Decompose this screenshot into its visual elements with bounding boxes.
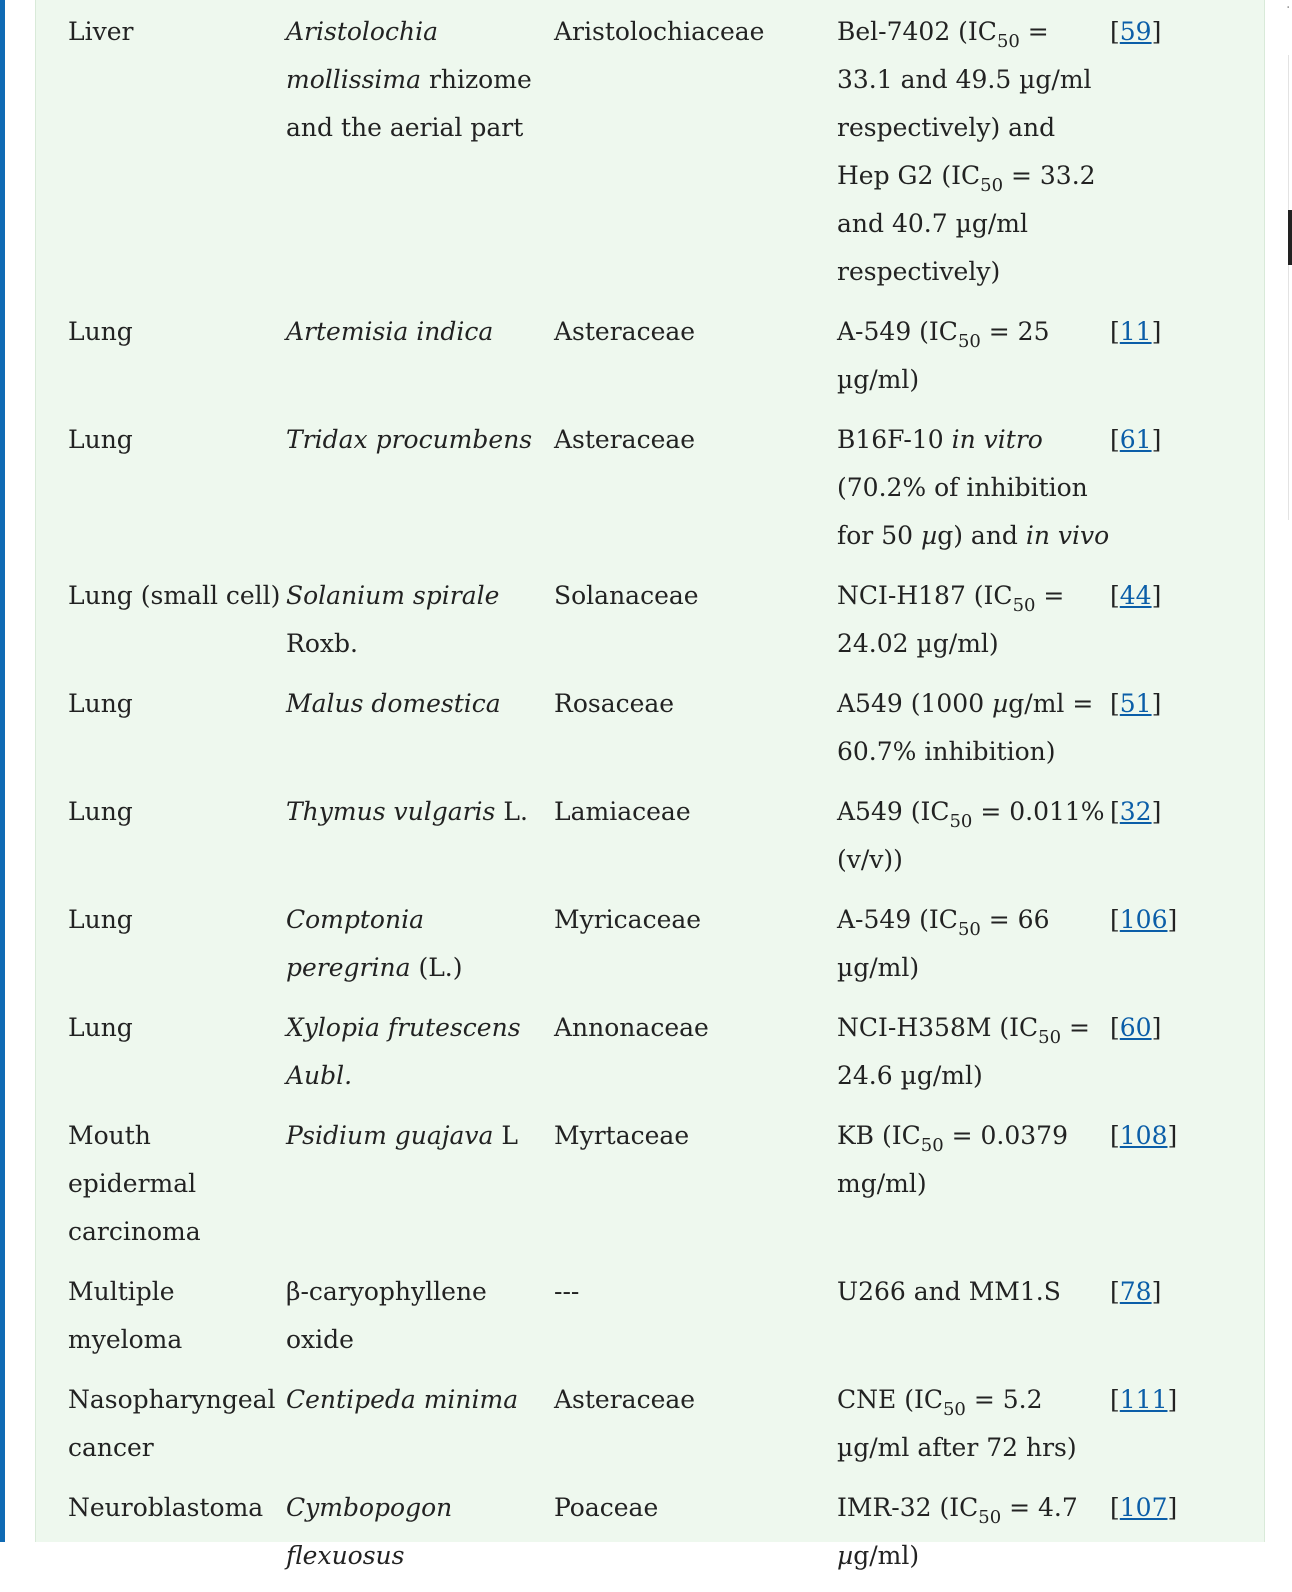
table-row [68, 680, 1190, 788]
plant-source-cell [286, 416, 554, 572]
activity-cell [837, 896, 1110, 1004]
cancer-site-cell: Lung [68, 1013, 133, 1042]
cancer-plant-table [68, 8, 1190, 1592]
scrollbar-track[interactable] [1288, 55, 1292, 520]
table-row [68, 1004, 1190, 1112]
table-row [68, 1112, 1190, 1268]
plant-source-cell [286, 308, 554, 416]
activity-cell [837, 1112, 1110, 1268]
activity-text: Bel-7402 (IC [837, 17, 997, 46]
cancer-site-cell: Neuroblastoma [68, 1493, 264, 1522]
family-cell: Asteraceae [554, 317, 696, 346]
activity-text: = 33.1 and 49.5 µg/ml respectively) and Hep G2 (IC [837, 17, 1092, 190]
plant-species-name: Artemisia indica [286, 317, 494, 346]
cancer-site-cell: Nasopharyngeal cancer [68, 1385, 276, 1462]
activity-text: = 33.2 and 40.7 µg/ml respectively) [837, 161, 1096, 286]
reference-link[interactable]: 51 [1119, 689, 1152, 718]
plant-species-name: Cymbopogon flexuosus [286, 1493, 453, 1570]
plant-species-name: Tridax procumbens [286, 425, 533, 454]
cancer-site-cell: Lung [68, 797, 133, 826]
reference-cell: [107] [1110, 1493, 1178, 1522]
reference-link[interactable]: 78 [1119, 1277, 1152, 1306]
family-cell: Asteraceae [554, 1385, 696, 1414]
activity-text: in vivo [1025, 521, 1110, 550]
activity-text: A549 (1000 [837, 689, 993, 718]
cancer-site-cell: Lung (small cell) [68, 581, 281, 610]
family-cell: Rosaceae [554, 689, 675, 718]
subscript-text: 50 [942, 1399, 966, 1420]
scroll-indicator-icon: · [1286, 0, 1291, 16]
table-row [68, 8, 1190, 308]
plant-part-text: L. [495, 797, 528, 826]
family-cell: Solanaceae [554, 581, 699, 610]
reference-link[interactable]: 11 [1119, 317, 1152, 346]
reference-link[interactable]: 108 [1119, 1121, 1168, 1150]
left-accent-bar [0, 0, 5, 1542]
family-cell: Myrtaceae [554, 1121, 690, 1150]
activity-cell [837, 788, 1110, 896]
reference-cell: [60] [1110, 1013, 1162, 1042]
activity-text: = 66 µg/ml) [837, 905, 1050, 982]
activity-cell [837, 1484, 1110, 1592]
reference-cell: [44] [1110, 581, 1162, 610]
activity-text: NCI-H358M (IC [837, 1013, 1039, 1042]
plant-species-name: Thymus vulgaris [286, 797, 496, 826]
plant-part-text: rhizome and the aerial part [286, 65, 532, 142]
scrollbar-thumb[interactable] [1288, 210, 1292, 265]
cancer-site-cell: Lung [68, 425, 133, 454]
reference-link[interactable]: 59 [1119, 17, 1152, 46]
activity-text: (70.2% of inhibition for 50 [837, 473, 1088, 550]
plant-source-cell [286, 1376, 554, 1484]
subscript-text: 50 [949, 811, 973, 832]
plant-species-name: Aristolochia mollissima [286, 17, 438, 94]
activity-text: = 24.02 µg/ml) [837, 581, 1065, 658]
reference-link[interactable]: 61 [1119, 425, 1152, 454]
plant-source-cell [286, 572, 554, 680]
cancer-site-cell: Lung [68, 317, 133, 346]
subscript-text: 50 [980, 175, 1004, 196]
table-body [68, 8, 1190, 1592]
activity-text: = 0.011% (v/v)) [837, 797, 1105, 874]
family-cell: Poaceae [554, 1493, 659, 1522]
reference-cell: [51] [1110, 689, 1162, 718]
subscript-text: 50 [978, 1507, 1002, 1528]
cancer-site-cell: Lung [68, 905, 133, 934]
activity-cell [837, 8, 1110, 308]
family-cell: Lamiaceae [554, 797, 691, 826]
activity-cell [837, 1268, 1110, 1376]
activity-text: CNE (IC [837, 1385, 943, 1414]
table-row [68, 572, 1190, 680]
reference-cell: [59] [1110, 17, 1162, 46]
plant-species-name: Comptonia peregrina [286, 905, 424, 982]
reference-cell: [108] [1110, 1121, 1178, 1150]
plant-part-text: L [493, 1121, 518, 1150]
plant-species-name: Xylopia frutescens Aubl. [286, 1013, 521, 1090]
plant-part-text: (L.) [410, 953, 463, 982]
reference-cell: [106] [1110, 905, 1178, 934]
cancer-site-cell: Lung [68, 689, 133, 718]
reference-cell: [78] [1110, 1277, 1162, 1306]
cancer-site-cell: Mouth epidermal carcinoma [68, 1121, 201, 1246]
plant-species-name: Solanium spirale [286, 581, 500, 610]
family-cell: Asteraceae [554, 425, 696, 454]
activity-text: = 25 µg/ml) [837, 317, 1050, 394]
plant-source-cell [286, 1112, 554, 1268]
activity-cell [837, 1004, 1110, 1112]
activity-text: µ [920, 521, 938, 550]
subscript-text: 50 [996, 31, 1020, 52]
reference-link[interactable]: 32 [1119, 797, 1152, 826]
reference-link[interactable]: 44 [1119, 581, 1152, 610]
family-cell: Annonaceae [554, 1013, 709, 1042]
plant-source-cell [286, 1004, 554, 1112]
reference-link[interactable]: 107 [1119, 1493, 1168, 1522]
cancer-site-cell: Multiple myeloma [68, 1277, 183, 1354]
activity-text: U266 and MM1.S [837, 1277, 1061, 1306]
plant-species-name: Centipeda minima [286, 1385, 519, 1414]
table-row [68, 1268, 1190, 1376]
subscript-text: 50 [957, 919, 981, 940]
activity-text: NCI-H187 (IC [837, 581, 1013, 610]
plant-species-name: Psidium guajava [286, 1121, 494, 1150]
activity-text: = 4.7 [1001, 1493, 1078, 1522]
subscript-text: 50 [1012, 595, 1036, 616]
plant-source-cell [286, 788, 554, 896]
activity-cell [837, 1376, 1110, 1484]
plant-source-cell [286, 896, 554, 1004]
reference-cell: [111] [1110, 1385, 1178, 1414]
family-cell: Myricaceae [554, 905, 702, 934]
activity-text: A549 (IC [837, 797, 950, 826]
activity-text: A-549 (IC [837, 317, 958, 346]
activity-text: = 24.6 µg/ml) [837, 1013, 1090, 1090]
plant-part-text: Roxb. [286, 629, 358, 658]
activity-text: = 5.2 µg/ml after 72 hrs) [837, 1385, 1077, 1462]
activity-text: g/ml = 60.7% inhibition) [837, 689, 1094, 766]
plant-source-cell [286, 8, 554, 308]
activity-text: B16F-10 [837, 425, 952, 454]
subscript-text: 50 [920, 1135, 944, 1156]
table-row [68, 896, 1190, 1004]
cancer-site-cell: Liver [68, 17, 134, 46]
family-cell: --- [554, 1277, 580, 1306]
activity-text: A-549 (IC [837, 905, 958, 934]
reference-cell: [61] [1110, 425, 1162, 454]
activity-text: KB (IC [837, 1121, 921, 1150]
table-row [68, 788, 1190, 896]
reference-cell: [11] [1110, 317, 1162, 346]
subscript-text: 50 [1038, 1027, 1062, 1048]
table-row [68, 416, 1190, 572]
activity-text: in vitro [951, 425, 1043, 454]
plant-source-cell [286, 1484, 554, 1592]
table-row [68, 1484, 1190, 1592]
activity-text: µ [837, 1541, 854, 1570]
reference-link[interactable]: 111 [1119, 1385, 1168, 1414]
reference-cell: [32] [1110, 797, 1162, 826]
plant-species-name: Malus domestica [286, 689, 501, 718]
activity-cell [837, 680, 1110, 788]
table-row [68, 1376, 1190, 1484]
reference-link[interactable]: 60 [1119, 1013, 1152, 1042]
activity-cell [837, 416, 1110, 572]
plant-source-cell [286, 680, 554, 788]
reference-link[interactable]: 106 [1119, 905, 1168, 934]
activity-cell [837, 308, 1110, 416]
activity-text: = 0.0379 mg/ml) [837, 1121, 1068, 1198]
table-row [68, 308, 1190, 416]
plant-part-text: β-caryophyllene oxide [286, 1277, 487, 1354]
activity-text: g/ml) [853, 1541, 920, 1570]
activity-text: IMR-32 (IC [837, 1493, 979, 1522]
family-cell: Aristolochiaceae [554, 17, 765, 46]
activity-text: µ [992, 689, 1009, 718]
activity-text: g) and [937, 521, 1026, 550]
activity-cell [837, 572, 1110, 680]
plant-source-cell [286, 1268, 554, 1376]
subscript-text: 50 [957, 331, 981, 352]
